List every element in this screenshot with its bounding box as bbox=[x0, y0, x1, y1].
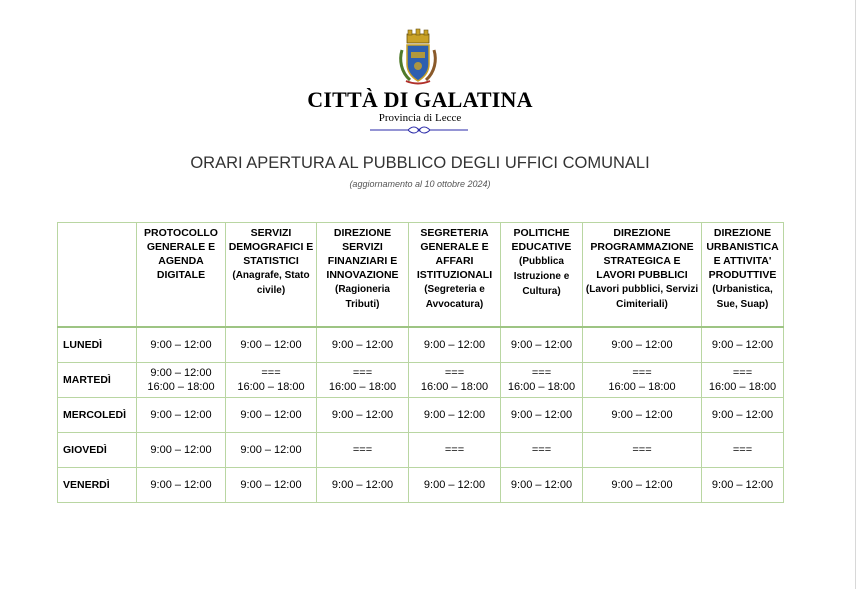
hours-line: 9:00 – 12:00 bbox=[711, 408, 774, 421]
hours-cell bbox=[501, 397, 583, 432]
hours-line: === bbox=[531, 443, 552, 456]
column-header bbox=[317, 223, 409, 328]
column-title: DIREZIONE PROGRAMMAZIONE STRATEGICA E LAVORI PUBBLICI bbox=[590, 227, 694, 281]
hours-line: 9:00 – 12:00 bbox=[240, 443, 302, 456]
hours-cell bbox=[226, 467, 317, 502]
hours-line: 9:00 – 12:00 bbox=[711, 338, 774, 351]
table-row bbox=[58, 467, 784, 502]
hours-cell bbox=[583, 397, 702, 432]
hours-line: 9:00 – 12:00 bbox=[150, 478, 212, 491]
column-subtitle: (Lavori pubblici, Servizi Cimiteriali) bbox=[585, 284, 699, 310]
column-title: DIREZIONE URBANISTICA E ATTIVITA' PRODUTTIVE bbox=[706, 227, 779, 281]
hours-cell bbox=[409, 467, 501, 502]
city-title: CITTÀ DI GALATINA bbox=[307, 87, 533, 112]
hours-line: 9:00 – 12:00 bbox=[510, 408, 573, 421]
column-header bbox=[226, 223, 317, 328]
column-subtitle: (Pubblica Istruzione e Cultura) bbox=[513, 256, 570, 297]
hours-cell bbox=[409, 432, 501, 467]
hours-cell bbox=[702, 362, 784, 397]
hours-cell bbox=[137, 397, 226, 432]
hours-line: 9:00 – 12:00 bbox=[150, 408, 212, 421]
hours-cell bbox=[137, 327, 226, 362]
hours-line: 9:00 – 12:00 bbox=[611, 338, 673, 351]
hours-cell bbox=[317, 327, 409, 362]
table-row bbox=[58, 397, 784, 432]
column-title: SERVIZI DEMOGRAFICI E STATISTICI bbox=[228, 227, 314, 267]
hours-cell bbox=[702, 467, 784, 502]
hours-line: 9:00 – 12:00 bbox=[423, 478, 486, 491]
hours-cell bbox=[226, 362, 317, 397]
city-crest-icon bbox=[398, 28, 438, 86]
hours-cell bbox=[226, 397, 317, 432]
hours-cell bbox=[583, 327, 702, 362]
hours-cell bbox=[501, 467, 583, 502]
hours-line: 16:00 – 18:00 bbox=[328, 380, 397, 393]
corner-header-cell bbox=[58, 223, 137, 328]
hours-cell bbox=[409, 362, 501, 397]
hours-line: === bbox=[632, 366, 652, 379]
hours-line: === bbox=[444, 443, 465, 456]
hours-cell bbox=[501, 432, 583, 467]
hours-line: === bbox=[261, 366, 281, 379]
hours-cell bbox=[137, 362, 226, 397]
hours-line: 16:00 – 18:00 bbox=[708, 380, 777, 393]
hours-line: === bbox=[632, 443, 652, 456]
day-cell: VENERDÌ bbox=[58, 467, 137, 502]
hours-cell bbox=[317, 467, 409, 502]
hours-cell bbox=[501, 362, 583, 397]
update-note: (aggiornamento al 10 ottobre 2024) bbox=[349, 179, 491, 189]
hours-line: 16:00 – 18:00 bbox=[237, 380, 305, 393]
document-title: ORARI APERTURA AL PUBBLICO DEGLI UFFICI COMUNALI bbox=[190, 154, 650, 172]
hours-line: 9:00 – 12:00 bbox=[240, 478, 302, 491]
hours-cell bbox=[409, 327, 501, 362]
column-subtitle: (Urbanistica, Sue, Suap) bbox=[712, 284, 773, 310]
hours-cell bbox=[317, 397, 409, 432]
hours-line: 9:00 – 12:00 bbox=[510, 338, 573, 351]
ornament-divider-icon bbox=[370, 126, 468, 134]
hours-line: 9:00 – 12:00 bbox=[510, 478, 573, 491]
column-header bbox=[702, 223, 784, 328]
hours-cell bbox=[317, 432, 409, 467]
hours-line: === bbox=[352, 366, 373, 379]
hours-cell bbox=[583, 432, 702, 467]
hours-line: === bbox=[352, 443, 373, 456]
column-title: SEGRETERIA GENERALE E AFFARI ISTITUZIONALI bbox=[416, 227, 493, 281]
hours-cell bbox=[583, 467, 702, 502]
hours-line: 9:00 – 12:00 bbox=[611, 408, 673, 421]
hours-line: 9:00 – 12:00 bbox=[423, 338, 486, 351]
hours-line: 9:00 – 12:00 bbox=[711, 478, 774, 491]
column-header bbox=[409, 223, 501, 328]
hours-line: 16:00 – 18:00 bbox=[147, 380, 215, 393]
column-subtitle: (Anagrafe, Stato civile) bbox=[232, 270, 310, 296]
hours-cell bbox=[137, 432, 226, 467]
hours-line: 9:00 – 12:00 bbox=[423, 408, 486, 421]
office-hours-table bbox=[57, 222, 784, 503]
hours-line: 9:00 – 12:00 bbox=[240, 408, 302, 421]
hours-cell bbox=[137, 467, 226, 502]
hours-cell bbox=[702, 432, 784, 467]
hours-cell bbox=[501, 327, 583, 362]
hours-line: === bbox=[732, 443, 753, 456]
day-cell: MARTEDÌ bbox=[58, 362, 137, 397]
province-subtitle: Provincia di Lecce bbox=[378, 112, 462, 124]
column-header bbox=[137, 223, 226, 328]
hours-line: === bbox=[531, 366, 552, 379]
column-title: DIREZIONE SERVIZI FINANZIARI E INNOVAZIONE bbox=[326, 227, 399, 281]
day-cell: MERCOLEDÌ bbox=[58, 397, 137, 432]
hours-cell bbox=[226, 432, 317, 467]
column-title: PROTOCOLLO GENERALE E AGENDA DIGITALE bbox=[144, 227, 218, 281]
hours-line: 9:00 – 12:00 bbox=[150, 338, 212, 351]
hours-cell bbox=[702, 327, 784, 362]
column-header bbox=[583, 223, 702, 328]
table-header-row bbox=[58, 223, 784, 328]
column-subtitle: (Segreteria e Avvocatura) bbox=[424, 284, 485, 310]
table-row bbox=[58, 327, 784, 362]
hours-line: === bbox=[732, 366, 753, 379]
hours-cell bbox=[409, 397, 501, 432]
page-edge bbox=[855, 0, 856, 589]
day-cell: LUNEDÌ bbox=[58, 327, 137, 362]
hours-line: 9:00 – 12:00 bbox=[150, 366, 212, 379]
hours-line: === bbox=[444, 366, 465, 379]
column-title: POLITICHE EDUCATIVE bbox=[511, 227, 572, 253]
hours-cell bbox=[583, 362, 702, 397]
hours-cell bbox=[702, 397, 784, 432]
table-row bbox=[58, 362, 784, 397]
hours-line: 9:00 – 12:00 bbox=[240, 338, 302, 351]
hours-line: 16:00 – 18:00 bbox=[608, 380, 676, 393]
column-subtitle: (Ragioneria Tributi) bbox=[334, 284, 390, 310]
hours-line: 16:00 – 18:00 bbox=[507, 380, 576, 393]
column-header bbox=[501, 223, 583, 328]
day-cell: GIOVEDÌ bbox=[58, 432, 137, 467]
hours-line: 9:00 – 12:00 bbox=[331, 478, 394, 491]
hours-line: 9:00 – 12:00 bbox=[150, 443, 212, 456]
hours-line: 9:00 – 12:00 bbox=[331, 408, 394, 421]
hours-line: 16:00 – 18:00 bbox=[420, 380, 489, 393]
hours-line: 9:00 – 12:00 bbox=[331, 338, 394, 351]
hours-line: 9:00 – 12:00 bbox=[611, 478, 673, 491]
hours-cell bbox=[226, 327, 317, 362]
table-row bbox=[58, 432, 784, 467]
hours-cell bbox=[317, 362, 409, 397]
